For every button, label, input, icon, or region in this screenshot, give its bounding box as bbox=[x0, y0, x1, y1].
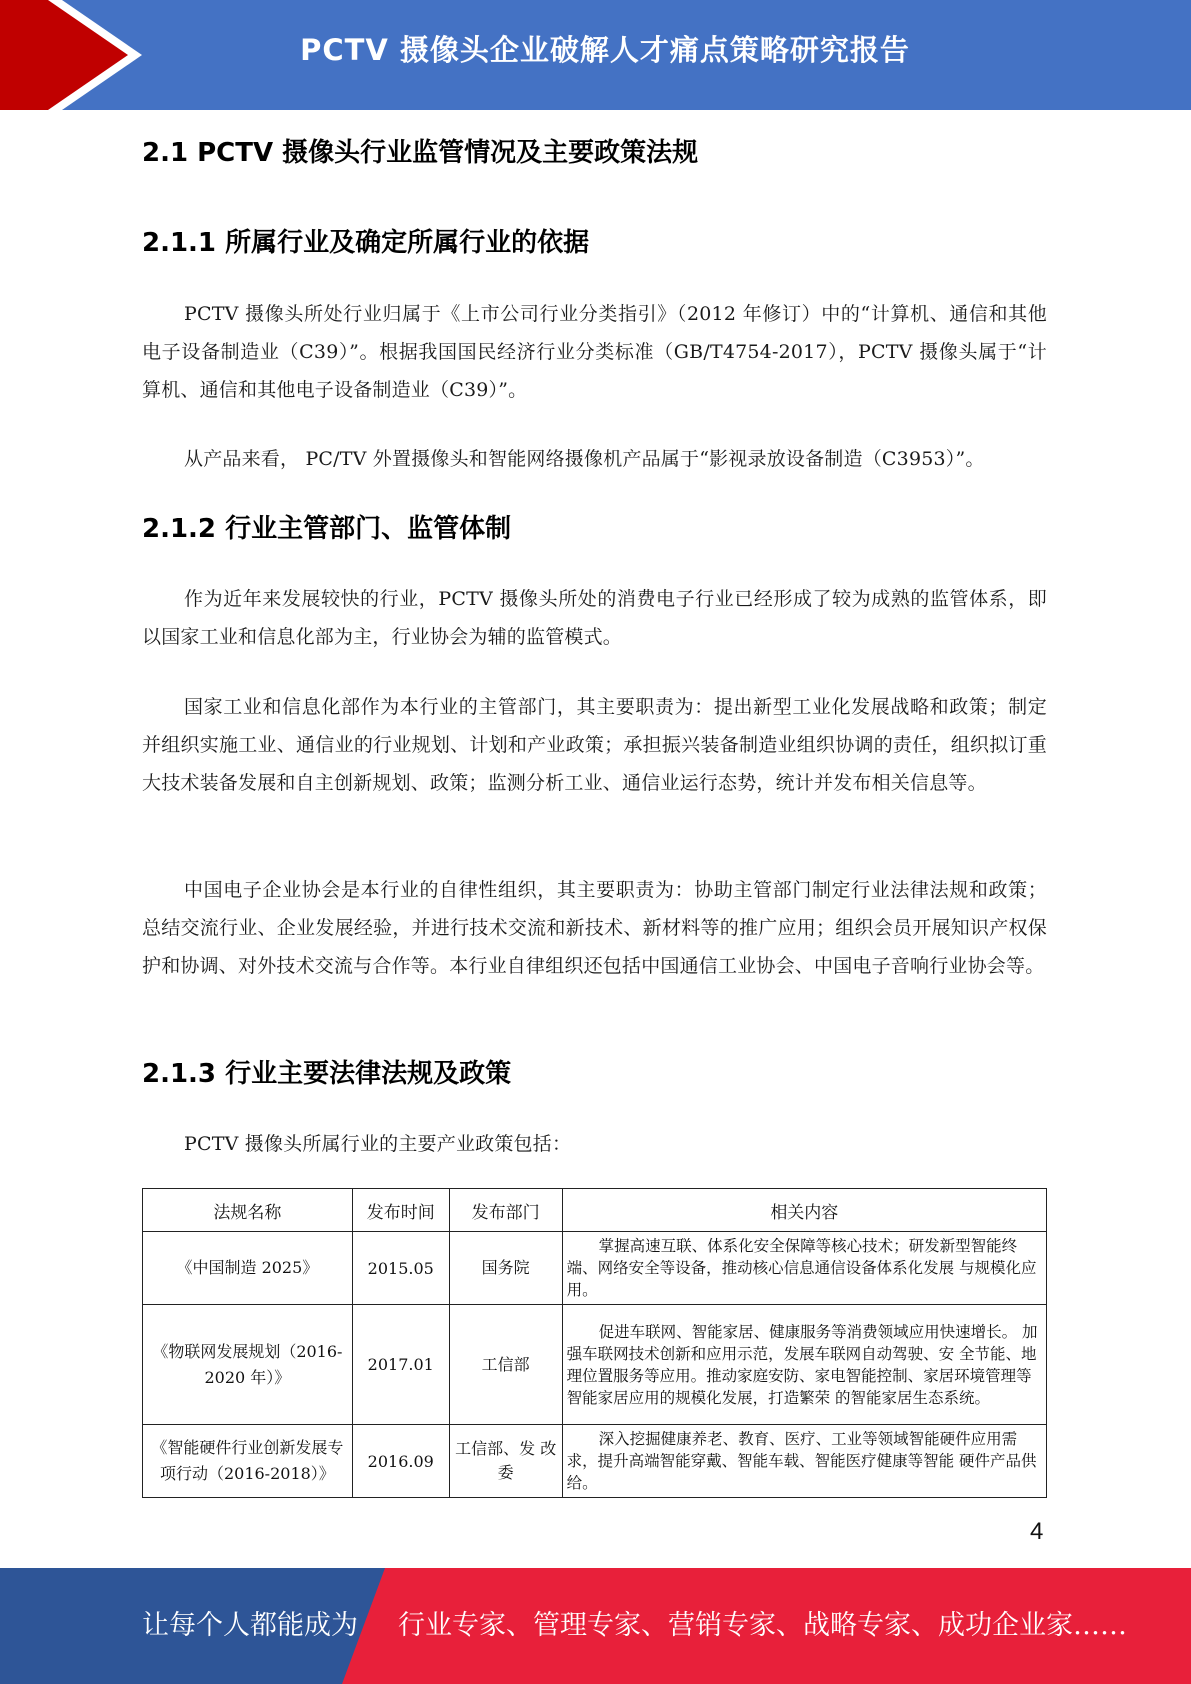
footer-banner bbox=[0, 1568, 1191, 1684]
paragraph-policy-intro: PCTV 摄像头所属行业的主要产业政策包括： bbox=[184, 1133, 572, 1155]
table-row bbox=[143, 1305, 1047, 1425]
section-heading-2-1: 2.1 PCTV 摄像头行业监管情况及主要政策法规 bbox=[142, 138, 699, 168]
release-date: 2016.09 bbox=[352, 1425, 449, 1498]
section-heading-2-1-1: 2.1.1 所属行业及确定所属行业的依据 bbox=[142, 228, 590, 258]
related-content: 促进车联网、智能家居、健康服务等消费领域应用快速增长。 加强车联网技术创新和应用示范，发展车联网自动驾驶、安 全节能、地理位置服务等应用。推动家庭安防、家电智能控制、家居环境管理等智能家居应用的规模化发展，打造繁荣 的智能家居生态系统。 bbox=[562, 1305, 1046, 1425]
regulation-name: 《中国制造 2025》 bbox=[143, 1232, 353, 1305]
release-date: 2017.01 bbox=[352, 1305, 449, 1425]
column-header-name: 法规名称 bbox=[143, 1189, 353, 1232]
table-header-row bbox=[143, 1189, 1047, 1232]
table-row bbox=[143, 1232, 1047, 1305]
section-heading-2-1-3: 2.1.3 行业主要法律法规及政策 bbox=[142, 1059, 512, 1089]
related-content: 掌握高速互联、体系化安全保障等核心技术；研发新型智能终端、网络安全等设备，推动核心信息通信设备体系化发展 与规模化应用。 bbox=[562, 1232, 1046, 1305]
column-header-dept: 发布部门 bbox=[449, 1189, 562, 1232]
related-content: 深入挖掘健康养老、教育、医疗、工业等领域智能硬件应用需求，提升高端智能穿戴、智能车载、智能医疗健康等智能 硬件产品供给。 bbox=[562, 1425, 1046, 1498]
footer-slogan-left: 让每个人都能成为 bbox=[142, 1610, 358, 1641]
column-header-date: 发布时间 bbox=[352, 1189, 449, 1232]
paragraph-product-classification: 从产品来看， PC/TV 外置摄像头和智能网络摄像机产品属于“影视录放设备制造（C3953）”。 bbox=[184, 448, 985, 470]
red-chevron-decoration bbox=[0, 0, 160, 110]
paragraph-industry-classification: PCTV 摄像头所处行业归属于《上市公司行业分类指引》（2012 年修订）中的“计算机、通信和其他电子设备制造业（C39）”。根据我国国民经济行业分类标准（GB/T4754-2017），PCTV 摄像头属于“计算机、通信和其他电子设备制造业（C39）”。 bbox=[142, 303, 1047, 401]
column-header-content: 相关内容 bbox=[562, 1189, 1046, 1232]
paragraph-regulatory-system: 作为近年来发展较快的行业，PCTV 摄像头所处的消费电子行业已经形成了较为成熟的监管体系，即以国家工业和信息化部为主，行业协会为辅的监管模式。 bbox=[142, 588, 1047, 648]
policy-table bbox=[142, 1188, 1047, 1498]
paragraph-association-duties: 中国电子企业协会是本行业的自律性组织，其主要职责为：协助主管部门制定行业法律法规和政策；总结交流行业、企业发展经验，并进行技术交流和新技术、新材料等的推广应用；组织会员开展知识产权保护和协调、对外技术交流与合作等。本行业自律组织还包括中国通信工业协会、中国电子音响行业协会等。 bbox=[142, 879, 1047, 977]
paragraph-ministry-duties: 国家工业和信息化部作为本行业的主管部门，其主要职责为：提出新型工业化发展战略和政策；制定并组织实施工业、通信业的行业规划、计划和产业政策；承担振兴装备制造业组织协调的责任，组织拟订重大技术装备发展和自主创新规划、政策；监测分析工业、通信业运行态势，统计并发布相关信息等。 bbox=[142, 696, 1047, 794]
regulation-name: 《物联网发展规划（2016-2020 年）》 bbox=[143, 1305, 353, 1425]
section-heading-2-1-2: 2.1.2 行业主管部门、监管体制 bbox=[142, 514, 512, 544]
regulation-name: 《智能硬件行业创新发展专项行动（2016-2018）》 bbox=[143, 1425, 353, 1498]
release-department: 国务院 bbox=[449, 1232, 562, 1305]
header-banner bbox=[0, 0, 1191, 110]
report-title: PCTV 摄像头企业破解人才痛点策略研究报告 bbox=[300, 33, 910, 67]
release-department: 工信部、发 改委 bbox=[449, 1425, 562, 1498]
footer-slogan-right: 行业专家、管理专家、营销专家、战略专家、成功企业家…… bbox=[398, 1610, 1127, 1641]
release-department: 工信部 bbox=[449, 1305, 562, 1425]
page-number: 4 bbox=[1030, 1518, 1044, 1545]
release-date: 2015.05 bbox=[352, 1232, 449, 1305]
table-row bbox=[143, 1425, 1047, 1498]
